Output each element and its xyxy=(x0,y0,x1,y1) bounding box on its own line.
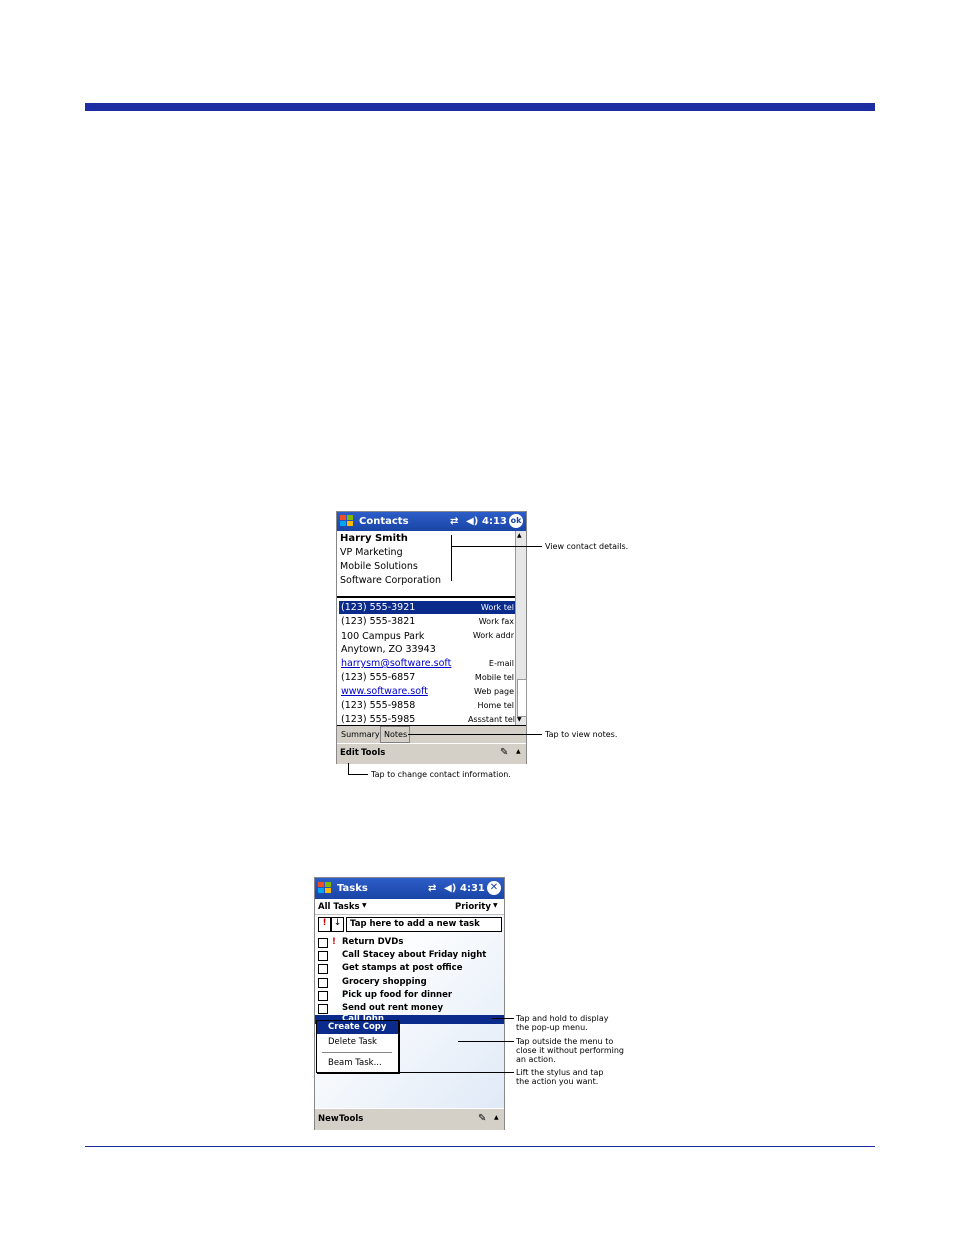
assistant-row-clip xyxy=(337,714,515,725)
contact-name: Harry Smith xyxy=(340,533,408,544)
assistant-tel-value[interactable]: (123) 555-5985 xyxy=(341,714,416,725)
menu-edit[interactable]: Edit xyxy=(340,748,359,758)
popup-beam-task[interactable]: Beam Task... xyxy=(328,1058,382,1068)
scroll-thumb[interactable] xyxy=(517,679,527,717)
header-rule xyxy=(85,103,875,111)
input-arrow-icon[interactable]: ▲ xyxy=(516,748,521,755)
ok-button[interactable]: ok xyxy=(509,514,523,528)
task-item[interactable]: Return DVDs xyxy=(342,937,404,947)
windows-start-icon[interactable] xyxy=(317,881,333,895)
tasks-screen xyxy=(314,877,505,1130)
tasks-title-bar xyxy=(315,878,504,899)
callout-view-notes: Tap to view notes. xyxy=(545,730,618,739)
callout-tap-outside: Tap outside the menu to close it without performing an action. xyxy=(516,1037,624,1064)
callout-vline-edit xyxy=(348,763,349,774)
callout-line-details xyxy=(451,546,542,547)
input-arrow-icon[interactable]: ▲ xyxy=(494,1114,499,1121)
contact-title: VP Marketing xyxy=(340,547,403,558)
tasks-app-title: Tasks xyxy=(337,883,368,894)
task-checkbox[interactable] xyxy=(318,938,328,948)
task-popup-menu xyxy=(316,1020,399,1073)
task-item[interactable]: Call Stacey about Friday night xyxy=(342,950,487,960)
callout-lift-stylus: Lift the stylus and tap the action you want. xyxy=(516,1068,604,1086)
menu-new[interactable]: New xyxy=(318,1114,339,1124)
task-checkbox[interactable] xyxy=(318,964,328,974)
input-pen-icon[interactable]: ✎ xyxy=(478,1113,487,1124)
task-checkbox[interactable] xyxy=(318,1004,328,1014)
high-priority-icon: ! xyxy=(332,937,336,947)
task-item[interactable]: Grocery shopping xyxy=(342,977,427,987)
callout-change-contact: Tap to change contact information. xyxy=(371,770,511,779)
tab-summary[interactable]: Summary xyxy=(341,730,380,739)
connectivity-icon[interactable]: ⇄ xyxy=(428,883,437,894)
home-tel-label: Home tel xyxy=(477,701,514,710)
priority-high-button[interactable]: ! xyxy=(318,917,331,932)
mobile-tel-value[interactable]: (123) 555-6857 xyxy=(341,672,416,683)
callout-line-hold xyxy=(492,1018,514,1019)
clock-time[interactable]: 4:13 xyxy=(482,516,507,527)
footer-rule xyxy=(85,1146,875,1147)
filter-chevron-down-icon[interactable]: ▼ xyxy=(362,902,367,909)
scroll-up-icon[interactable]: ▲ xyxy=(517,532,522,539)
tasks-menu-bar xyxy=(315,1108,504,1130)
popup-create-copy[interactable] xyxy=(317,1021,398,1034)
filter-bar xyxy=(315,899,504,915)
callout-line-outside xyxy=(458,1041,514,1042)
close-icon[interactable]: ✕ xyxy=(487,881,501,895)
work-fax-value[interactable]: (123) 555-3821 xyxy=(341,616,416,627)
assistant-tel-label: Assstant tel xyxy=(467,715,515,724)
task-checkbox[interactable] xyxy=(318,978,328,988)
new-task-placeholder: Tap here to add a new task xyxy=(350,919,480,929)
contacts-app-title: Contacts xyxy=(359,516,409,527)
scroll-down-icon[interactable]: ▼ xyxy=(517,716,522,723)
work-tel-label: Work tel xyxy=(480,603,514,612)
task-item[interactable]: Pick up food for dinner xyxy=(342,990,453,1000)
email-label: E-mail xyxy=(488,659,514,668)
task-item[interactable]: Get stamps at post office xyxy=(342,963,463,973)
contact-department: Mobile Solutions xyxy=(340,561,418,572)
popup-separator xyxy=(322,1052,392,1053)
clock-time[interactable]: 4:31 xyxy=(460,883,485,894)
contacts-menu-bar xyxy=(337,743,526,764)
menu-tools[interactable]: Tools xyxy=(339,1114,364,1124)
web-page-link[interactable]: www.software.soft xyxy=(341,686,428,697)
callout-line-edit xyxy=(348,774,368,775)
speaker-icon[interactable]: ◀) xyxy=(466,516,479,527)
contacts-screen xyxy=(336,511,527,764)
scrollbar[interactable] xyxy=(515,531,526,725)
menu-tools[interactable]: Tools xyxy=(361,748,386,758)
callout-bracket-details xyxy=(451,535,452,581)
speaker-icon[interactable]: ◀) xyxy=(444,883,457,894)
input-pen-icon[interactable]: ✎ xyxy=(500,747,509,758)
task-item[interactable]: Send out rent money xyxy=(342,1003,443,1013)
filter-dropdown[interactable]: All Tasks xyxy=(318,902,360,912)
contacts-title-bar xyxy=(337,512,526,531)
home-tel-value[interactable]: (123) 555-9858 xyxy=(341,700,416,711)
task-checkbox[interactable] xyxy=(318,951,328,961)
priority-low-button[interactable]: ↓ xyxy=(331,917,344,932)
callout-tap-hold: Tap and hold to display the pop-up menu. xyxy=(516,1014,609,1032)
callout-line-notes xyxy=(408,734,542,735)
sort-dropdown[interactable]: Priority xyxy=(455,902,491,912)
tab-notes-label: Notes xyxy=(384,730,408,739)
work-fax-label: Work fax xyxy=(478,617,514,626)
windows-start-icon[interactable] xyxy=(339,514,355,528)
work-tel-value[interactable]: (123) 555-3921 xyxy=(341,602,416,613)
popup-delete-task[interactable]: Delete Task xyxy=(328,1037,377,1047)
sort-chevron-down-icon[interactable]: ▼ xyxy=(493,902,498,909)
popup-create-copy-label: Create Copy xyxy=(328,1022,387,1032)
task-checkbox[interactable] xyxy=(318,991,328,1001)
new-task-input[interactable] xyxy=(346,917,502,932)
work-addr-label: Work addr xyxy=(472,631,514,640)
work-addr-line2[interactable]: Anytown, ZO 33943 xyxy=(341,644,436,655)
contact-company: Software Corporation xyxy=(340,575,442,586)
section-divider xyxy=(337,596,515,598)
connectivity-icon[interactable]: ⇄ xyxy=(450,516,459,527)
tab-notes[interactable] xyxy=(380,726,410,743)
web-page-label: Web page xyxy=(474,687,514,696)
email-link[interactable]: harrysm@software.soft xyxy=(341,658,452,669)
callout-view-details: View contact details. xyxy=(545,542,629,551)
mobile-tel-label: Mobile tel xyxy=(474,673,514,682)
work-addr-line1[interactable]: 100 Campus Park xyxy=(341,631,425,642)
callout-line-lift xyxy=(397,1072,514,1073)
